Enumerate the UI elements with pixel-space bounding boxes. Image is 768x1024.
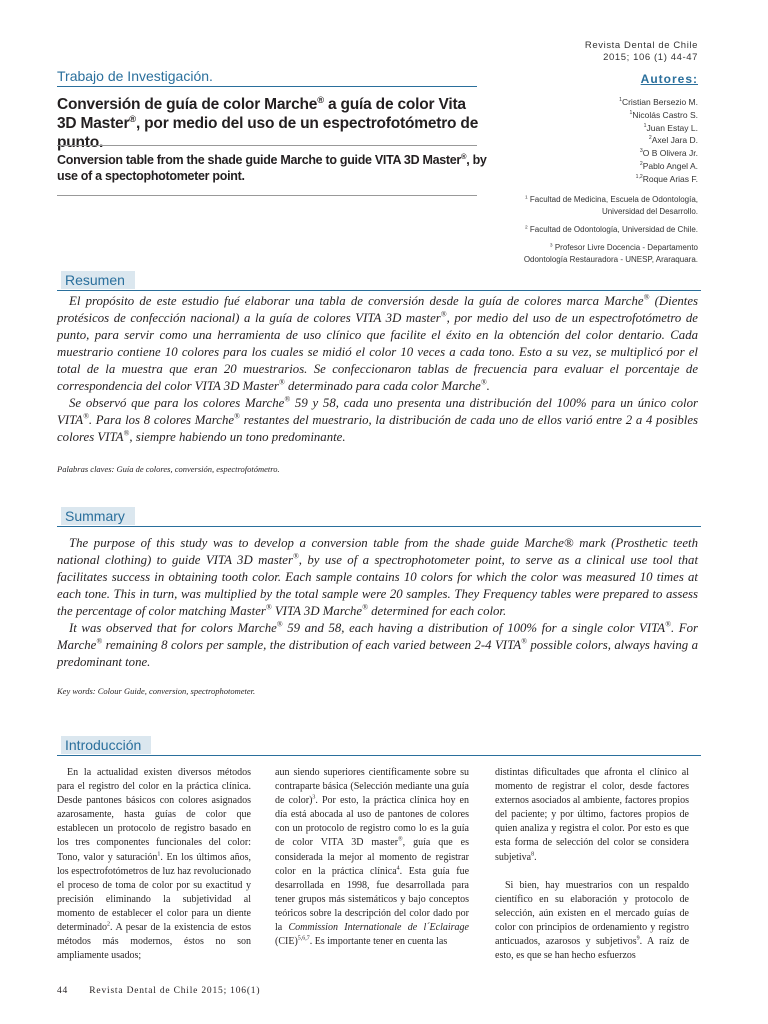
journal-header — [585, 40, 698, 64]
author-item: $^3$O B Olivera Jr. — [639, 148, 698, 159]
page-number: 44 — [57, 986, 69, 996]
intro-column-1 — [57, 766, 251, 977]
affiliation-item: $^1$ Facultad de Medicina, Escuela de Odontología, Universidad del Desarrollo. — [524, 195, 698, 216]
author-item: $^2$Axel Jara D. — [648, 135, 698, 146]
author-item: $^1$Juan Estay L. — [643, 122, 698, 133]
section-heading-introduccion: Introducción — [57, 737, 701, 756]
author-item: $^1$Cristian Bersezio M. — [619, 97, 698, 107]
authors-list — [619, 96, 698, 186]
author-item: $^{1,2}$Roque Arias F. — [635, 173, 698, 184]
authors-heading: Autores: — [640, 72, 698, 86]
paragraph: distintas dificultades que afronta el clínico al momento de registrar el color, desde factores externos asociados al ambiente, factores propios del paciente; y por último, factores propios de quien analiza y registra el color. Por esto es que esta forma de selección del color se considera subjetiva$^8$. — [495, 767, 689, 863]
page-footer — [57, 986, 260, 996]
article-type-label: Trabajo de Investigación. — [57, 68, 477, 87]
affiliation-item: $^3$ Profesor Livre Docencia - Departamento Odontología Restauradora - UNESP, Araraquara. — [523, 243, 698, 264]
affiliation-item: $^2$ Facultad de Odontología, Universidad de Chile. — [524, 225, 698, 234]
footer-journal: Revista Dental de Chile 2015; 106(1) — [89, 986, 261, 996]
paragraph: El propósito de este estudio fué elaborar una tabla de conversión desde la guía de colores marca Marche® (Dientes protésicos de confección nacional) a la guía de colores VITA 3D master®, por medio del uso de un espectrofotómetro de punto, para servir como una herramienta de uso clínico que facilite el éxito en la obtención del color dentario. Cada muestrario contiene 10 colores para los cuales se midió el color 10 veces a cada tono. Esto a su vez, se multiplicó por el total de la muestra que eran 20 muestrarios. Se confeccionaron tablas de frecuencia para evaluar el porcentaje de correspondencia del color VITA 3D Master® determinado para cada color Marche®. — [57, 292, 698, 393]
title-english: Conversion table from the shade guide Marche to guide VITA 3D Master®, by use of a spectophotometer point. — [57, 151, 487, 183]
intro-column-3 — [495, 766, 689, 977]
intro-column-2 — [275, 766, 469, 963]
paragraph: En la actualidad existen diversos métodos para el registro del color en la práctica clínica. Desde pantones básicos con colores asignados azarosamente, hasta guías de color que establecen un protocolo de registro basado en los tres componentes funcionales del color: Tono, valor y saturación$^1$. En los últimos años, los espectrofotómetros de luz haz revolucionado el proceso de toma de color por su exactitud y precisión eliminando la subjetividad al momento de establecer el color para un diente determinado$^2$. A pesar de la existencia de estos métodos más modernos, éstos no son ampliamente usados; — [57, 767, 251, 962]
journal-citation: 2015; 106 (1) 44-47 — [603, 52, 698, 63]
paragraph: Se observó que para los colores Marche® 59 y 58, cada uno presenta una distribución del 100% para un único color VITA®. Para los 8 colores Marche® restantes del muestrario, la distribución de cada uno de ellos varió entre 2 a 4 posibles colores VITA®, siempre habiendo un tono predominante. — [57, 394, 698, 444]
keywords-es: Palabras claves: Guía de colores, conversión, espectrofotómetro. — [57, 464, 280, 474]
paragraph: The purpose of this study was to develop a conversion table from the shade guide Marche® mark (Prosthetic teeth national clothing) to guide VITA 3D master®, by use of a spectrophotometer point, to serve as a clinical use tool that facilitates success in obtaining tooth color. Each sample contains 10 colors for which the color was measured 10 times at each tone. This in turn, was multiplied by the total sample were 20 samples. They Frequency tables were prepared to assess the percentage of color matching Master® VITA 3D Marche® determined for each color. — [57, 536, 698, 618]
affiliations — [524, 194, 698, 272]
divider — [57, 195, 477, 196]
title-spanish: Conversión de guía de color Marche® a guía de color Vita 3D Master®, por medio del uso de un espectrofotómetro de punto. — [57, 94, 479, 151]
divider — [57, 145, 477, 146]
author-item: $^1$Nicolás Castro S. — [629, 109, 698, 120]
summary-text — [57, 535, 698, 671]
section-heading-resumen: Resumen — [57, 272, 701, 291]
resumen-text — [57, 293, 698, 446]
journal-name: Revista Dental de Chile — [584, 40, 698, 51]
paragraph: Si bien, hay muestrarios con un respaldo científico en su elaboración y protocolo de selección, aún existen en el mercado guías de color con principios de ordenamiento y registro anticuados, azarosos y subjetivos$^9$. A raíz de esto, es que se han hecho esfuerzos — [495, 879, 690, 962]
keywords-en: Key words: Colour Guide, conversion, spectrophotometer. — [57, 686, 256, 696]
paragraph: It was observed that for colors Marche® 59 and 58, each having a distribution of 100% for a single color VITA®. For Marche® remaining 8 colors per sample, the distribution of each varied between 2-4 VITA® possible colors, always having a predominant tone. — [57, 619, 698, 669]
section-heading-summary: Summary — [57, 508, 701, 527]
paragraph: aun siendo superiores científicamente sobre su contraparte básica (Selección mediante una guía de color)$^3$. Por esto, la práctica clínica hoy en día está abocada al uso de pantones de colores con un protocolo de registro como lo es la guía de color VITA 3D master®, guía que es considerada la mejor al momento de registrar color en la práctica clínica$^4$. Esta guía fue desarrollada en 1998, fue desarrollada para tener grupos más sistemáticos y bajo conceptos teóricos sobre la descripción del color dado por la Commission Internationale de l´Eclairage (CIE)$^{5,6,7}$. Es importante tener en cuenta las — [275, 767, 470, 948]
author-item: $^2$Pablo Angel A. — [639, 160, 698, 171]
